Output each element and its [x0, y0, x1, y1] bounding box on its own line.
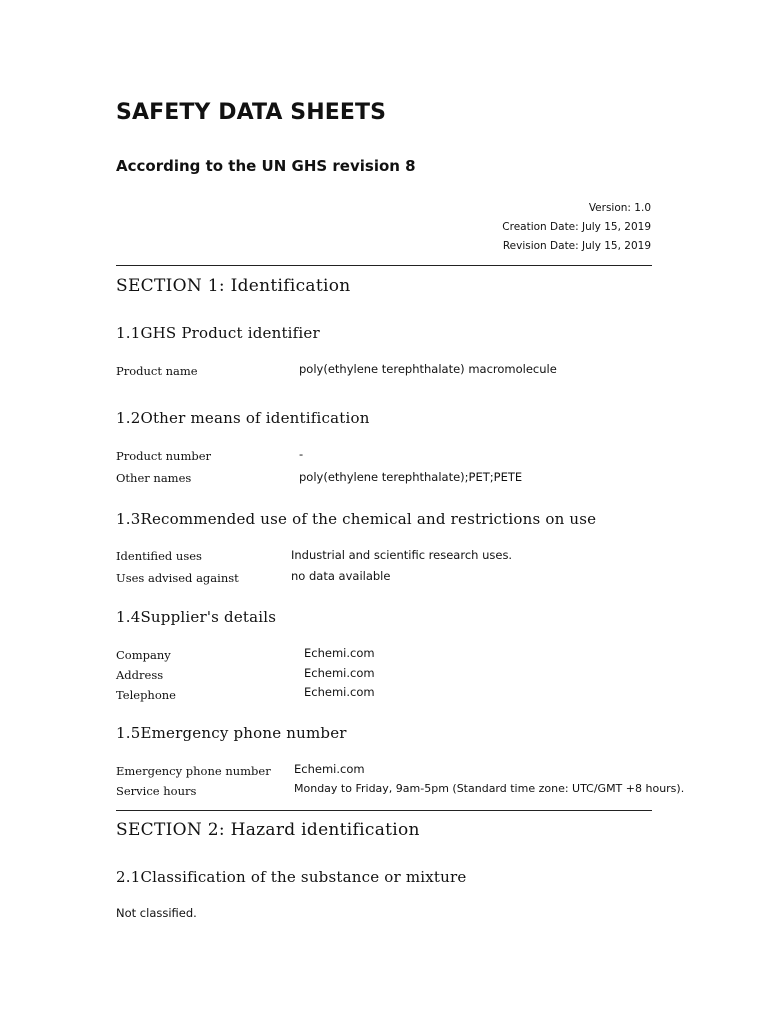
company-value: Echemi.com	[304, 646, 375, 660]
subsection-1-4-heading: 1.4Supplier's details	[116, 608, 277, 626]
document-title: SAFETY DATA SHEETS	[116, 100, 387, 125]
subsection-2-1-heading: 2.1Classification of the substance or mixture	[116, 868, 467, 886]
section-1-title: SECTION 1: Identification	[116, 276, 351, 296]
creation-date-text: Creation Date: July 15, 2019	[502, 221, 651, 233]
document-subtitle: According to the UN GHS revision 8	[116, 157, 416, 175]
uses-advised-against-value: no data available	[291, 569, 391, 583]
classification-text: Not classified.	[116, 906, 197, 920]
other-names-label: Other names	[116, 471, 192, 485]
section-2-title: SECTION 2: Hazard identification	[116, 820, 420, 840]
service-hours-value: Monday to Friday, 9am-5pm (Standard time zone: UTC/GMT +8 hours).	[294, 782, 685, 795]
telephone-label: Telephone	[116, 688, 176, 702]
version-text: Version: 1.0	[588, 202, 651, 214]
address-value: Echemi.com	[304, 666, 375, 680]
section-divider	[116, 265, 652, 266]
other-names-value: poly(ethylene terephthalate);PET;PETE	[299, 470, 523, 484]
emergency-phone-value: Echemi.com	[294, 762, 365, 776]
revision-date-text: Revision Date: July 15, 2019	[502, 240, 651, 252]
service-hours-label: Service hours	[116, 784, 197, 798]
subsection-1-2-heading: 1.2Other means of identification	[116, 409, 370, 427]
company-label: Company	[116, 648, 171, 662]
uses-advised-against-label: Uses advised against	[116, 571, 239, 585]
identified-uses-value: Industrial and scientific research uses.	[291, 548, 513, 562]
subsection-1-1-heading: 1.1GHS Product identifier	[116, 324, 320, 342]
subsection-1-5-heading: 1.5Emergency phone number	[116, 724, 347, 742]
address-label: Address	[116, 668, 164, 682]
product-number-label: Product number	[116, 449, 212, 463]
product-name-label: Product name	[116, 364, 198, 378]
product-number-value: -	[299, 447, 304, 461]
emergency-phone-label: Emergency phone number	[116, 764, 271, 778]
identified-uses-label: Identified uses	[116, 549, 202, 563]
telephone-value: Echemi.com	[304, 685, 375, 699]
product-name-value: poly(ethylene terephthalate) macromolecule	[299, 362, 557, 376]
section-divider	[116, 810, 652, 811]
subsection-1-3-heading: 1.3Recommended use of the chemical and restrictions on use	[116, 510, 597, 528]
